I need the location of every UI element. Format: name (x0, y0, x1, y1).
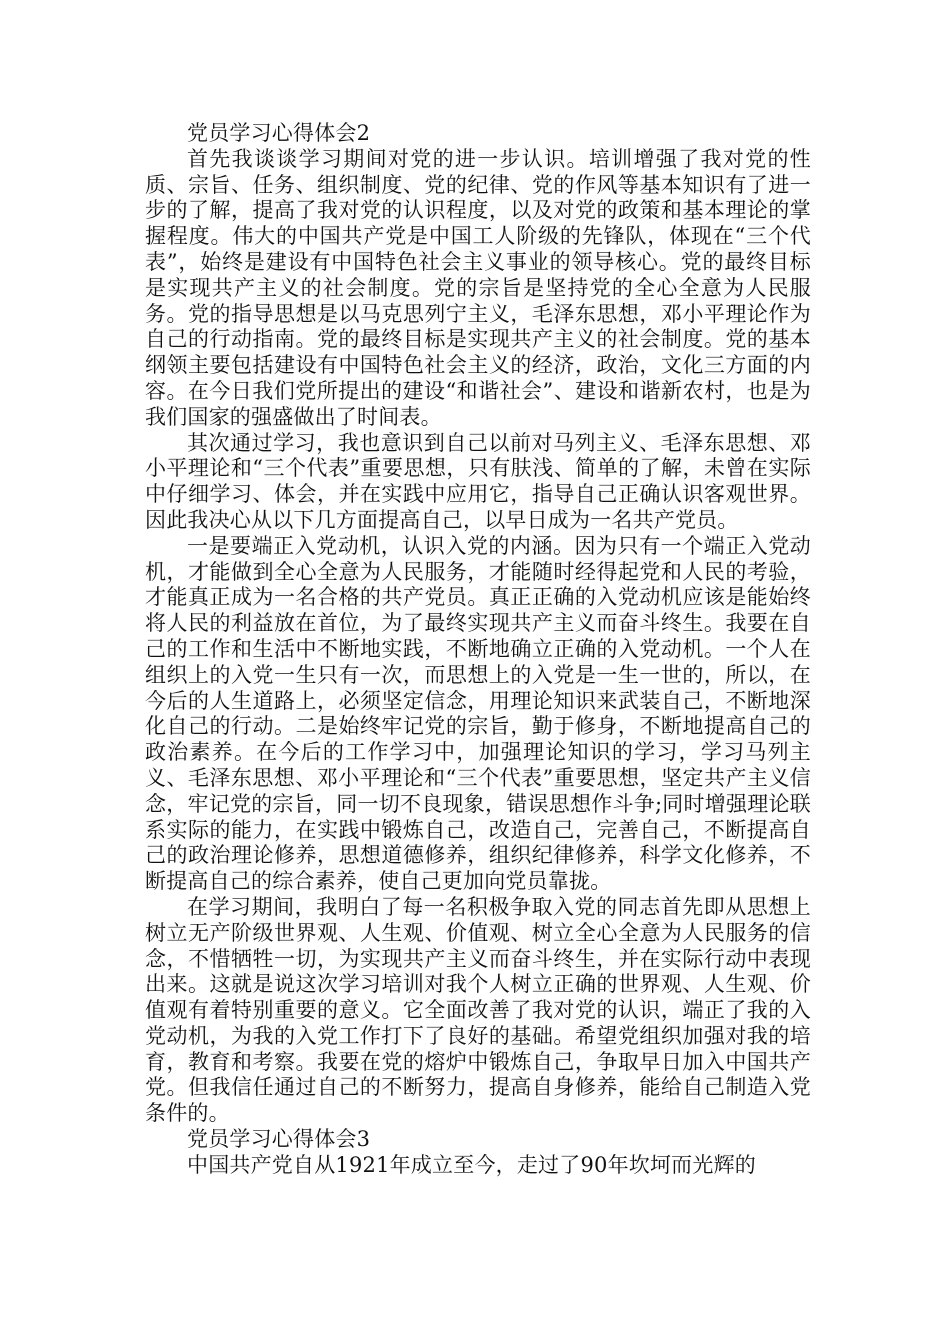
section-heading: 党员学习心得体会2 (187, 121, 371, 145)
section-heading: 党员学习心得体会3 (187, 1127, 371, 1152)
paragraph: 首先我谈谈学习期间对党的进一步认识。培训增强了我对党的性质、宗旨、任务、组织制度、党的纪律、党的作风等基本知识有了进一步的了解，提高了我对党的认识程度，以及对党的政策和基本理论的掌握程度。伟大的中国共产党是中国工人阶级的先锋队，体现在“三个代表”，始终是建设有中国特色社会主义事业的领导核心。党的最终目标是实现共产主义的社会制度。党的宗旨是坚持党的全心全意为人民服务。党的指导思想是以马克思列宁主义，毛泽东思想，邓小平理论作为自己的行动指南。党的最终目标是实现共产主义的社会制度。党的基本纲领主要包括建设有中国特色社会主义的经济，政治，文化三方面的内容。在今日我们党所提出的建设“和谐社会”、建设和谐新农村，也是为我们国家的强盛做出了时间表。 (145, 146, 811, 429)
paragraph: 中国共产党自从1921年成立至今，走过了90年坎坷而光辉的 (187, 1152, 756, 1177)
paragraph: 一是要端正入党动机，认识入党的内涵。因为只有一个端正入党动机，才能做到全心全意为人民服务，才能随时经得起党和人民的考验，才能真正成为一名合格的共产党员。真正正确的入党动机应该是能始终将人民的利益放在首位，为了最终实现共产主义而奋斗终生。我要在自己的工作和生活中不断地实践，不断地确立正确的入党动机。一个人在组织上的入党一生只有一次，而思想上的入党是一生一世的，所以，在今后的人生道路上，必须坚定信念，用理论知识来武装自己，不断地深化自己的行动。二是始终牢记党的宗旨，勤于修身，不断地提高自己的政治素养。在今后的工作学习中，加强理论知识的学习，学习马列主义、毛泽东思想、邓小平理论和“三个代表”重要思想，坚定共产主义信念，牢记党的宗旨，同一切不良现象，错误思想作斗争;同时增强理论联系实际的能力，在实践中锻炼自己，改造自己，完善自己，不断提高自己的政治理论修养，思想道德修养，组织纪律修养，科学文化修养，不断提高自己的综合素养，使自己更加向党员靠拢。 (145, 533, 811, 894)
paragraph: 在学习期间，我明白了每一名积极争取入党的同志首先即从思想上树立无产阶级世界观、人生观、价值观、树立全心全意为人民服务的信念，不惜牺牲一切，为实现共产主义而奋斗终生，并在实际行动中表现出来。这就是说这次学习培训对我个人树立正确的世界观、人生观、价值观有着特别重要的意义。它全面改善了我对党的认识，端正了我的入党动机，为我的入党工作打下了良好的基础。希望党组织加强对我的培育，教育和考察。我要在党的熔炉中锻炼自己，争取早日加入中国共产党。但我信任通过自己的不断努力，提高自身修养，能给自己制造入党条件的。 (145, 894, 811, 1126)
document-body (145, 121, 811, 1179)
paragraph: 其次通过学习，我也意识到自己以前对马列主义、毛泽东思想、邓小平理论和“三个代表”重要思想，只有肤浅、简单的了解，未曾在实际中仔细学习、体会，并在实践中应用它，指导自己正确认识客观世界。因此我决心从以下几方面提高自己，以早日成为一名共产党员。 (145, 430, 811, 532)
